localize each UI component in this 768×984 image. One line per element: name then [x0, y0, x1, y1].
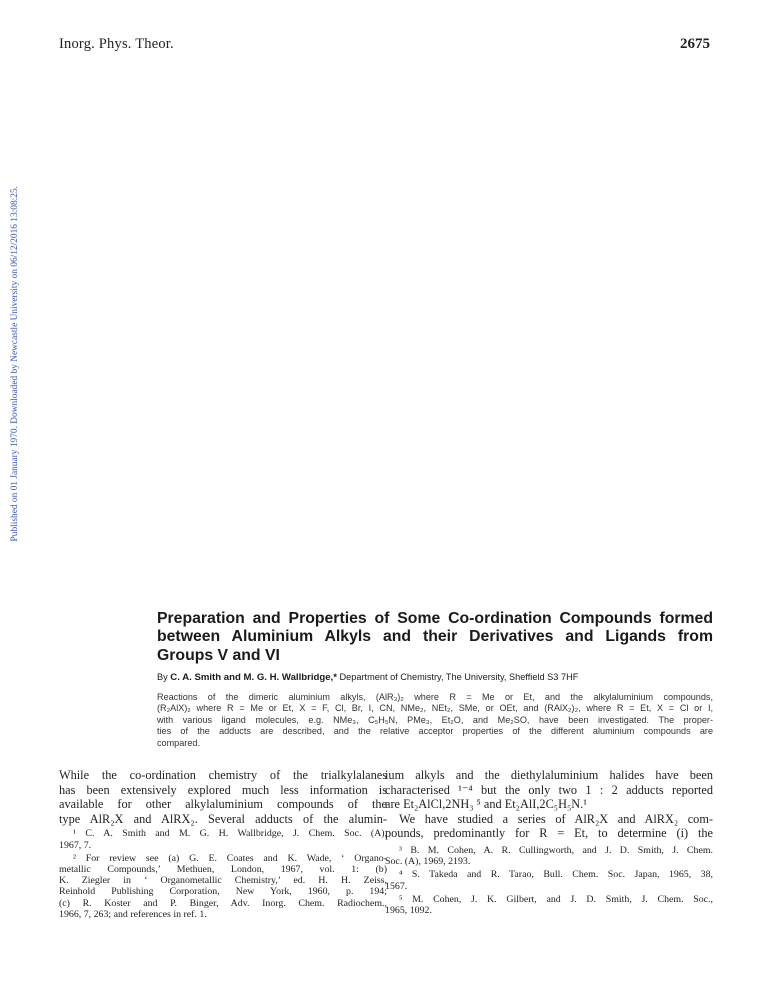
- abstract-line: compared.: [157, 737, 200, 748]
- title-line: Groups V and VI: [157, 646, 280, 664]
- footnote-line: 1967, 7.: [59, 839, 92, 851]
- footnote-line: ⁴ S. Takeda and R. Tarao, Bull. Chem. Soc. Japan, 1965, 38,: [399, 869, 713, 881]
- body-line: available for other alkylaluminium compounds of the: [59, 797, 387, 812]
- footnote-line: Reinhold Publishing Corporation, New York, 1960, p. 194;: [59, 886, 387, 898]
- body-line: While the co-ordination chemistry of the trialkylalanes: [59, 768, 387, 782]
- footnote-3: [385, 845, 713, 867]
- body-line: characterised ¹⁻⁴ but the only two 1 : 2 adducts reported: [385, 782, 713, 797]
- body-line: type AlR₂X and AlRX₂. Several adducts of the alumin-: [59, 811, 387, 826]
- right-column: [385, 768, 713, 916]
- footnote-line: ³ B. M. Cohen, A. R. Cullingworth, and J. D. Smith, J. Chem.: [399, 844, 713, 856]
- abstract: [157, 692, 713, 749]
- body-line: are Et₂AlCl,2NH₃ ⁵ and Et₂AlI,2C₅H₅N.¹: [385, 797, 587, 812]
- byline: [157, 672, 578, 683]
- footnote-line: metallic Compounds,’ Methuen, London, 1967, vol. 1: (b): [59, 863, 387, 875]
- body-line: pounds, predominantly for R = Et, to determine (i) the: [385, 826, 713, 841]
- footnote-1: [59, 828, 387, 850]
- running-head: Inorg. Phys. Theor.: [59, 36, 174, 52]
- download-stamp-text: Published on 01 January 1970. Downloaded by Newcastle University on 06/12/2016 13:08:25.: [10, 186, 20, 542]
- page-number: 2675: [680, 36, 710, 52]
- footnote-line: (c) R. Koster and P. Binger, Adv. Inorg. Chem. Radiochem.,: [59, 897, 387, 909]
- title-line: between Aluminium Alkyls and their Derivatives and Ligands from: [157, 628, 713, 646]
- body-line: ium alkyls and the diethylaluminium halides have been: [385, 768, 713, 782]
- byline-prefix: By: [157, 672, 168, 682]
- abstract-line: (R₂AlX)₂ where R = Me or Et, X = F, Cl, Br, I, CN, NMe₂, NEt₂, SMe, or OEt, and (RAlX₂)₂, where R = Et, X = Cl or I,: [157, 703, 713, 714]
- left-column: [59, 768, 387, 920]
- abstract-line: with various ligand molecules, e.g. NMe₃, C₅H₅N, PMe₃, Et₂O, and Me₂SO, have been investigated. The proper-: [157, 714, 713, 725]
- footnote-line: ¹ C. A. Smith and M. G. H. Wallbridge, J. Chem. Soc. (A),: [73, 828, 387, 840]
- body-line: has been extensively explored much less information is: [59, 782, 387, 797]
- footnote-line: K. Ziegler in ‘ Organometallic Chemistry,’ ed. H. H. Zeiss,: [59, 875, 387, 887]
- article-title: [157, 610, 713, 665]
- side-stamp: [0, 186, 20, 596]
- author-names: C. A. Smith and M. G. H. Wallbridge,*: [170, 672, 337, 683]
- abstract-line: Reactions of the dimeric aluminium alkyls, (AlR₃)₂ where R = Me or Et, and the alkylaluminium compounds,: [157, 692, 713, 702]
- footnote-2: [59, 853, 387, 920]
- body-line: We have studied a series of AlR₂X and AlRX₂ com-: [399, 811, 713, 826]
- footnote-line: ⁵ M. Cohen, J. K. Gilbert, and J. D. Smith, J. Chem. Soc.,: [399, 893, 713, 905]
- footnote-line: Soc. (A), 1969, 2193.: [385, 856, 471, 868]
- footnote-line: 1567.: [385, 880, 408, 892]
- abstract-line: ties of the adducts are described, and the relative acceptor properties of the different aluminium compounds are: [157, 726, 713, 737]
- footnote-4: [385, 869, 713, 891]
- footnote-line: 1966, 7, 263; and references in ref. 1.: [59, 908, 207, 920]
- footnote-line: 1965, 1092.: [385, 904, 432, 916]
- affiliation: Department of Chemistry, The University, Sheffield S3 7HF: [339, 672, 579, 682]
- footnote-5: [385, 894, 713, 916]
- footnote-line: ² For review see (a) G. E. Coates and K. Wade, ‘ Organo-: [73, 852, 387, 864]
- title-line: Preparation and Properties of Some Co-ordination Compounds formed: [157, 610, 713, 627]
